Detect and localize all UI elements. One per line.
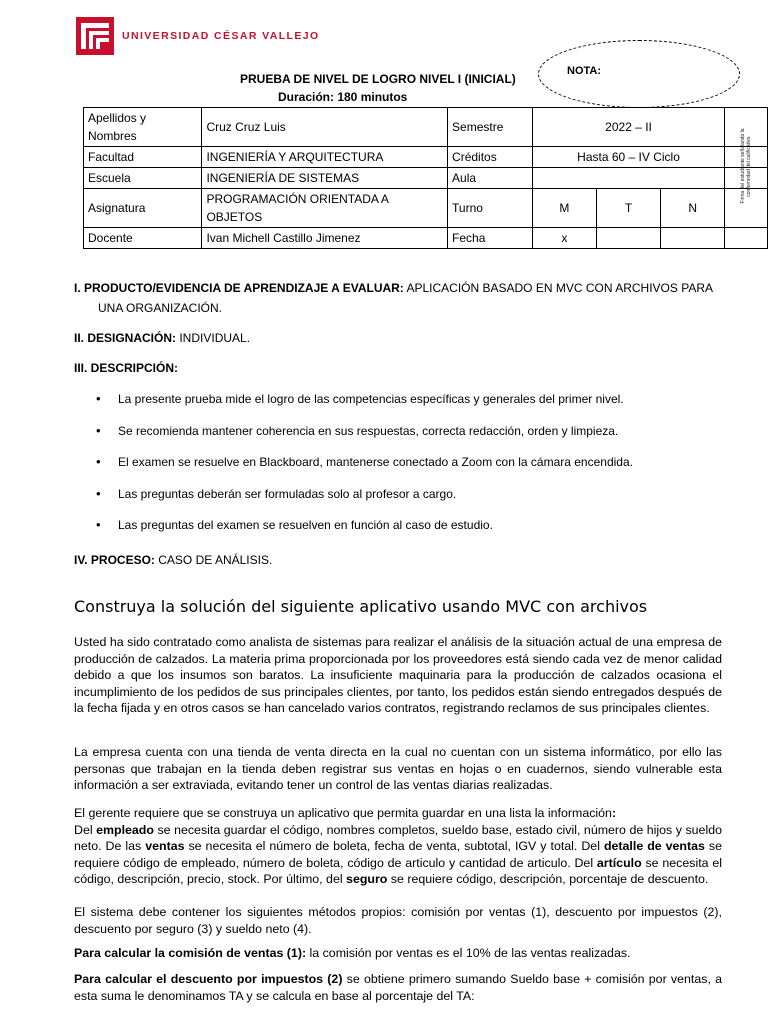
turno-n: N	[661, 189, 725, 228]
table-row	[84, 189, 768, 228]
bullet-icon: •	[96, 485, 101, 501]
creditos-label: Créditos	[448, 147, 533, 168]
list-item: • Las preguntas deberán ser formuladas solo al profesor a cargo.	[96, 485, 457, 501]
aula-value	[532, 168, 725, 189]
table-row	[84, 147, 768, 168]
designation-label: II. DESIGNACIÓN:	[74, 331, 177, 345]
empty-cell	[661, 228, 725, 249]
university-crest-icon	[76, 17, 114, 55]
table-row	[84, 228, 768, 249]
case-paragraph-4: El sistema debe contener los siguientes métodos propios: comisión por ventas (1), descuento por impuestos (2), descuento por seguro (3) y sueldo neto (4).	[74, 905, 722, 936]
escuela-value: INGENIERÍA DE SISTEMAS	[202, 168, 448, 189]
signature-note: Firma del estudiante señalando la conformidad del calificativo.	[740, 128, 752, 204]
list-item: • La presente prueba mide el logro de las competencias específicas y generales del primer nivel.	[96, 391, 624, 406]
turno-label: Turno	[448, 189, 533, 228]
product-value-continued: UNA ORGANIZACIÓN.	[98, 301, 223, 315]
university-name: UNIVERSIDAD CÉSAR VALLEJO	[122, 30, 320, 42]
table-row	[84, 168, 768, 189]
description-label: III. DESCRIPCIÓN:	[74, 361, 179, 375]
section-product	[74, 278, 722, 318]
turno-t: T	[596, 189, 660, 228]
case-heading: Construya la solución del siguiente aplicativo usando MVC con archivos	[74, 597, 648, 616]
empty-cell	[596, 228, 660, 249]
section-description	[74, 358, 178, 378]
process-value: CASO DE ANÁLISIS.	[154, 553, 273, 567]
docente-value: Ivan Michell Castillo Jimenez	[202, 228, 448, 249]
product-value: APLICACIÓN BASADO EN MVC CON ARCHIVOS PARA	[403, 281, 713, 295]
bullet-icon: •	[96, 517, 101, 532]
case-paragraph-3: El gerente requiere que se construya un aplicativo que permita guardar en una lista la información: Del empleado se necesita guardar el código, nombres completos, sueldo base, estado civil, número de hijos y sueldo neto. De las ventas se necesita el número de boleta, fecha de venta, subtotal, IGV y total. Del detalle de ventas se requiere código de empleado, número de boleta, código de articulo y cantidad de articulo. Del artículo se necesita el código, descripción, precio, stock. Por último, del seguro se requiere código, descripción, porcentaje de descuento.	[74, 806, 723, 886]
apellidos-value: Cruz Cruz Luis	[202, 108, 448, 147]
asignatura-value: PROGRAMACIÓN ORIENTADA A OBJETOS	[202, 189, 448, 228]
process-label: IV. PROCESO:	[74, 553, 155, 567]
apellidos-label: Apellidos y Nombres	[84, 108, 202, 147]
section-designation	[74, 328, 250, 348]
bullet-icon: •	[96, 422, 101, 438]
facultad-value: INGENIERÍA Y ARQUITECTURA	[202, 147, 448, 168]
empty-cell	[725, 228, 768, 249]
fecha-label: Fecha	[448, 228, 533, 249]
asignatura-label: Asignatura	[84, 189, 202, 228]
aula-label: Aula	[448, 168, 533, 189]
grade-box	[538, 40, 740, 108]
product-label: I. PRODUCTO/EVIDENCIA DE APRENDIZAJE A EVALUAR:	[74, 281, 404, 295]
description-list	[96, 390, 716, 548]
list-item: • El examen se resuelve en Blackboard, mantenerse conectado a Zoom con la cámara encendida.	[96, 454, 633, 469]
fecha-mark: x	[532, 228, 596, 249]
semestre-value: 2022 – II	[532, 108, 725, 147]
section-process	[74, 550, 272, 570]
case-paragraph-1: Usted ha sido contratado como analista de sistemas para realizar el análisis de la situación actual de una empresa de producción de calzados. La materia prima proporcionada por los proveedores está siendo cada vez de menor calidad debido a que los insumos son baratos. La insuficiente maquinaria para la producción de calzados ocasiona el incumplimiento de los pedidos de sus principales clientes, por tanto, los pedidos están siendo entregados después de la fecha fijada y en otros casos se han cancelado varios contratos, registrando reclamos de sus principales clientes.	[74, 635, 722, 715]
escuela-label: Escuela	[84, 168, 202, 189]
exam-duration: Duración: 180 minutos	[278, 90, 408, 104]
designation-value: INDIVIDUAL.	[176, 331, 251, 345]
university-logo	[76, 14, 496, 58]
list-item: • Las preguntas del examen se resuelven en función al caso de estudio.	[96, 517, 493, 532]
case-paragraph-5: Para calcular la comisión de ventas (1): la comisión por ventas es el 10% de las ventas realizadas.	[74, 946, 631, 960]
case-paragraph-2: La empresa cuenta con una tienda de venta directa en la cual no cuentan con un sistema informático, por ello las personas que trabajan en la tienda deben registrar sus ventas en hojas o en cuadernos, siendo vulnerable esta información a ser extraviada, evitando tener un control de las ventas diarias realizadas.	[74, 745, 722, 792]
case-paragraph-6: Para calcular el descuento por impuestos (2) se obtiene primero sumando Sueldo base + comisión por ventas, a esta suma le denominamos TA y se calcula en base al porcentaje del TA:	[74, 972, 722, 1003]
student-info-table	[83, 107, 768, 249]
facultad-label: Facultad	[84, 147, 202, 168]
semestre-label: Semestre	[448, 108, 533, 147]
list-item: • Se recomienda mantener coherencia en sus respuestas, correcta redacción, orden y limpieza.	[96, 422, 619, 438]
table-row	[84, 108, 768, 147]
creditos-value: Hasta 60 – IV Ciclo	[532, 147, 725, 168]
docente-label: Docente	[84, 228, 202, 249]
bullet-icon: •	[96, 391, 101, 406]
turno-m: M	[532, 189, 596, 228]
bullet-icon: •	[96, 454, 101, 469]
exam-title: PRUEBA DE NIVEL DE LOGRO NIVEL I (INICIAL)	[240, 72, 516, 86]
grade-label: NOTA:	[567, 65, 602, 77]
